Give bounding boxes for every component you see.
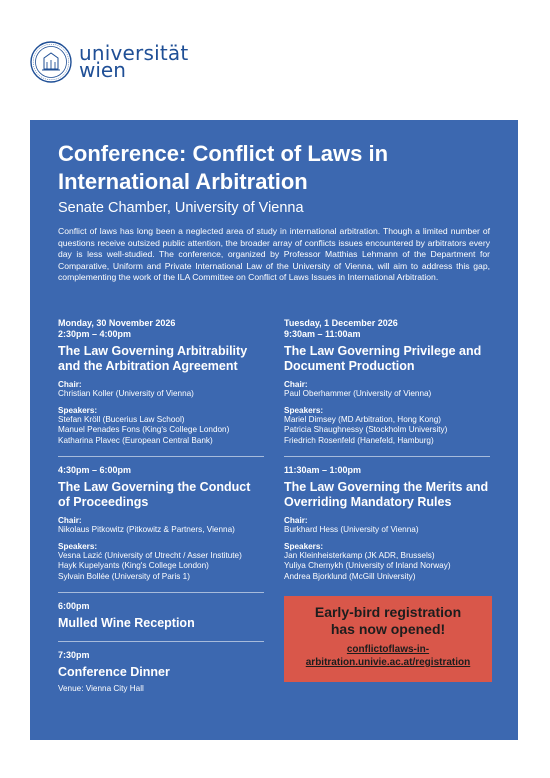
- chair-name: Paul Oberhammer (University of Vienna): [284, 389, 432, 398]
- title-line1: Conference: Conflict of Laws in: [58, 141, 389, 166]
- intro-paragraph: Conflict of laws has long been a neglected area of study in international arbitration. Though a limited number of questions receive outsized public attention, the broader array of conflicts issues encountered by arbitrators every day is less well-studied. The conference, organized by Professor Matthias Lehmann of the Department for Comparative, Uniform and Private International Law of the University of Vienna, will aim to address this gap, complementing the work of the ILA Committee on Conflict of Laws Issues in International Arbitration.: [58, 226, 490, 283]
- chair-name: Burkhard Hess (University of Vienna): [284, 525, 419, 534]
- speaker: Andrea Bjorklund (McGill University): [284, 571, 416, 581]
- registration-link-line2[interactable]: arbitration.univie.ac.at/registration: [305, 657, 471, 668]
- chair-name: Nikolaus Pitkowitz (Pitkowitz & Partners, Vienna): [58, 525, 235, 534]
- conference-title: [58, 140, 490, 196]
- session-title: Conference Dinner: [58, 665, 170, 679]
- day-one-column: [58, 318, 264, 695]
- session-time: 6:00pm: [58, 601, 90, 611]
- speakers-label: Speakers:: [58, 541, 98, 551]
- speakers-label: Speakers:: [284, 405, 324, 415]
- session-time: 11:30am – 1:00pm: [284, 465, 362, 475]
- speaker: Vesna Lazić (University of Utrecht / Asser Institute): [58, 550, 242, 560]
- speaker: Yuliya Chernykh (University of Inland Norway): [284, 561, 451, 570]
- day-one-date: Monday, 30 November 2026: [58, 318, 176, 328]
- speakers-label: Speakers:: [58, 405, 98, 415]
- logo-line2: wien: [79, 58, 126, 82]
- speaker: Jan Kleinheisterkamp (JK ADR, Brussels): [284, 550, 435, 560]
- chair-label: Chair:: [284, 516, 308, 525]
- speaker: Patricia Shaughnessy (Stockholm University): [284, 425, 448, 434]
- session-time: 4:30pm – 6:00pm: [58, 465, 132, 475]
- speaker: Sylvain Bollée (University of Paris 1): [58, 571, 190, 581]
- session-title: Mulled Wine Reception: [58, 616, 195, 630]
- university-seal-icon: [30, 41, 72, 83]
- chair-label: Chair:: [58, 516, 82, 525]
- session-time: 2:30pm – 4:00pm: [58, 329, 132, 339]
- session-title: The Law Governing the Conduct of Proceedings: [58, 480, 251, 509]
- chair-label: Chair:: [58, 380, 82, 389]
- speaker: Stefan Kröll (Bucerius Law School): [58, 414, 185, 424]
- session-title: The Law Governing Privilege and Document Production: [284, 344, 482, 373]
- logo-line1: universität: [79, 41, 189, 65]
- divider: [58, 592, 264, 593]
- speakers-label: Speakers:: [284, 541, 324, 551]
- dinner-venue: Venue: Vienna City Hall: [58, 684, 144, 693]
- speaker: Mariel Dimsey (MD Arbitration, Hong Kong): [284, 414, 441, 424]
- chair-label: Chair:: [284, 380, 308, 389]
- divider: [58, 641, 264, 642]
- speaker: Friedrich Rosenfeld (Hanefeld, Hamburg): [284, 435, 434, 445]
- divider: [58, 456, 264, 457]
- logo-wordmark: [79, 41, 189, 82]
- day-two-date: Tuesday, 1 December 2026: [284, 318, 398, 328]
- divider: [284, 456, 490, 457]
- chair-name: Christian Koller (University of Vienna): [58, 389, 194, 398]
- session-time: 9:30am – 11:00am: [284, 329, 361, 339]
- session-time: 7:30pm: [58, 650, 90, 660]
- registration-heading-line1: Early-bird registration: [314, 604, 462, 620]
- schedule: [58, 318, 490, 695]
- conference-panel: [30, 120, 518, 740]
- university-logo: [30, 41, 188, 83]
- session-title: The Law Governing the Merits and Overriding Mandatory Rules: [284, 480, 489, 509]
- conference-venue: Senate Chamber, University of Vienna: [58, 200, 304, 216]
- registration-link-line1[interactable]: conflictoflaws-in-: [346, 644, 430, 655]
- speaker: Hayk Kupelyants (King's College London): [58, 561, 209, 570]
- speaker: Manuel Penades Fons (King's College London): [58, 425, 230, 434]
- session-title: The Law Governing Arbitrability and the Arbitration Agreement: [58, 344, 248, 373]
- registration-heading-line2: has now opened!: [330, 621, 446, 637]
- title-line2: International Arbitration: [58, 169, 308, 194]
- day-two-column: [284, 318, 490, 695]
- speaker: Katharina Plavec (European Central Bank): [58, 435, 213, 445]
- registration-box: [284, 596, 492, 682]
- registration-link[interactable]: [284, 643, 492, 669]
